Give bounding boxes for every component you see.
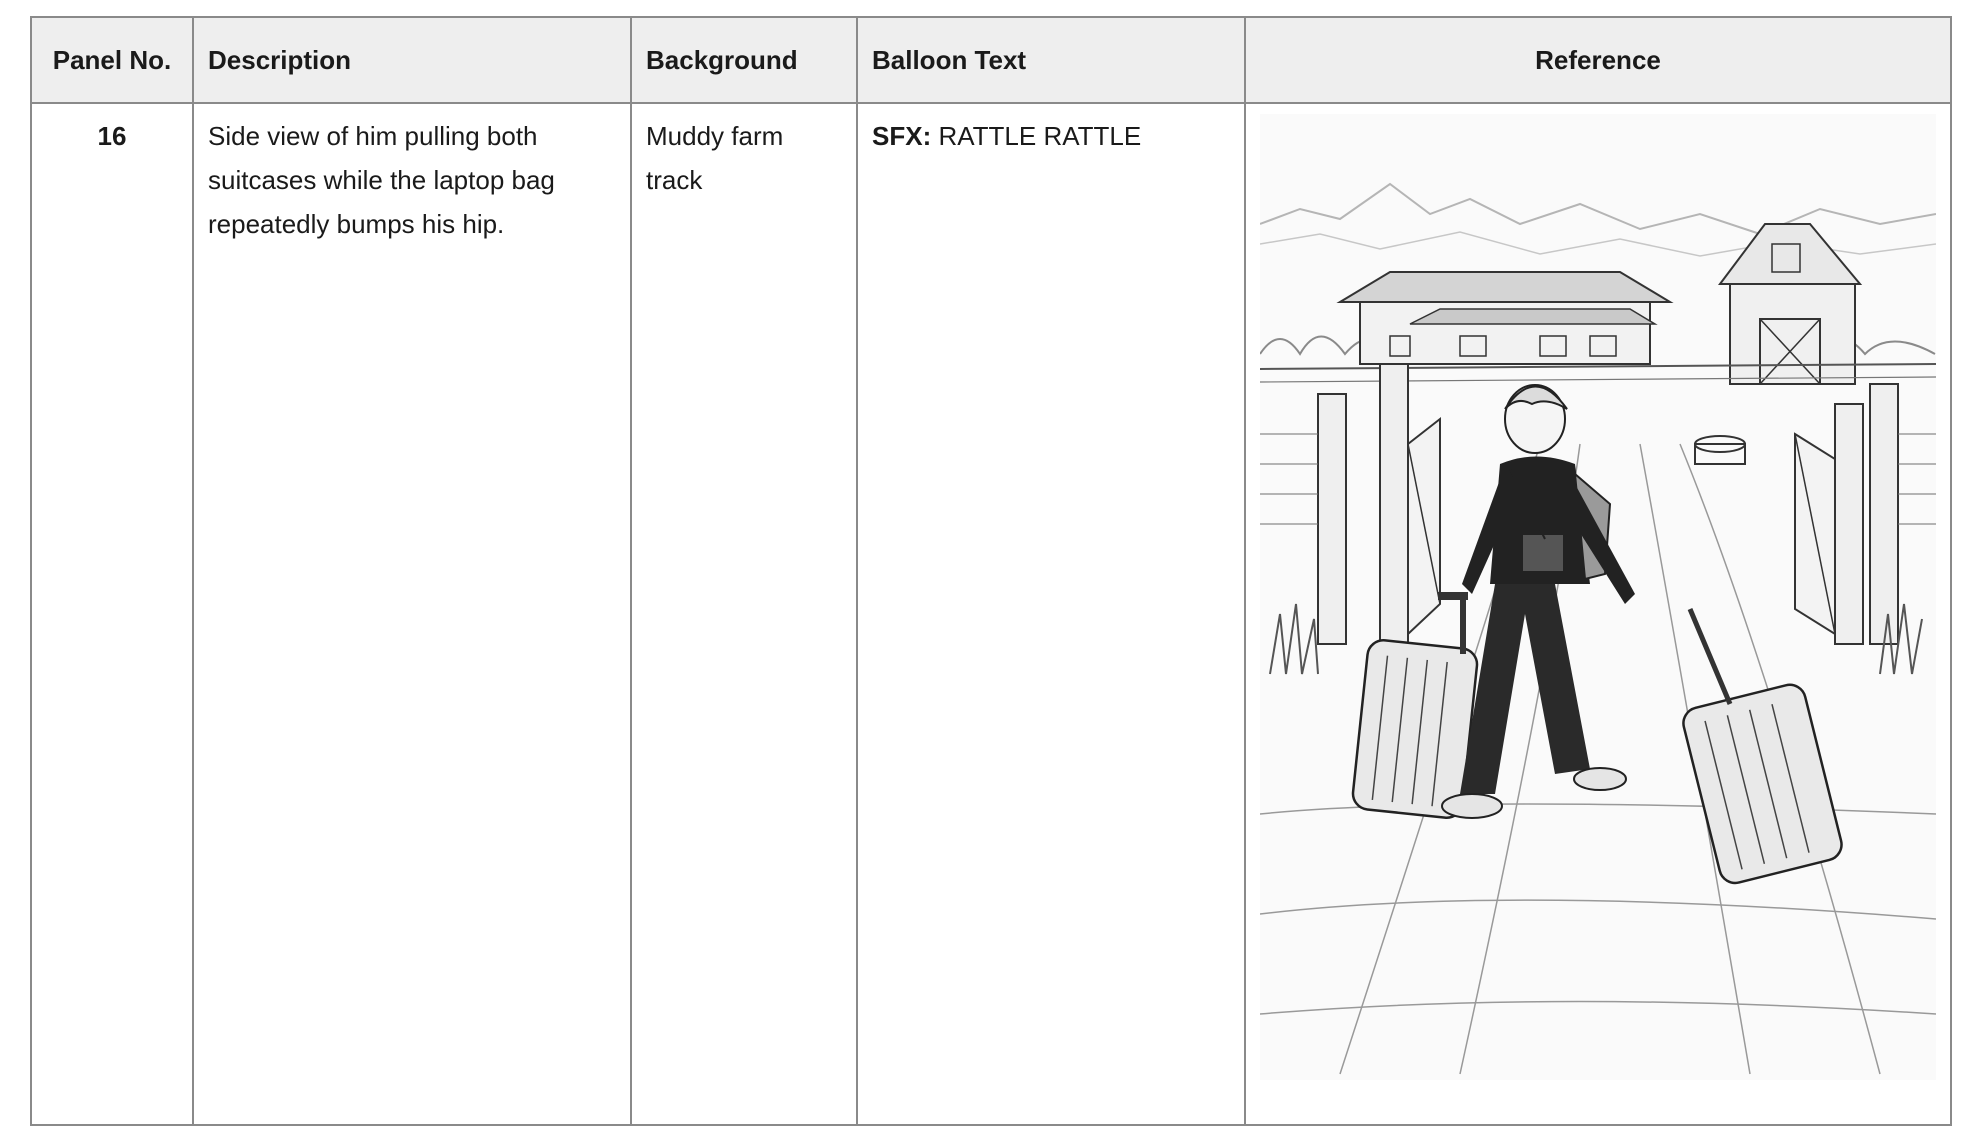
reference-illustration (1260, 114, 1936, 1080)
header-background: Background (631, 17, 857, 103)
script-sheet (30, 16, 1950, 1126)
storyboard-table (30, 16, 1952, 1126)
sfx-label: SFX: (872, 121, 932, 151)
header-description: Description (193, 17, 631, 103)
header-balloon-text: Balloon Text (857, 17, 1245, 103)
header-reference: Reference (1245, 17, 1951, 103)
reference-cell (1245, 103, 1951, 1125)
sfx-text: RATTLE RATTLE (938, 121, 1142, 151)
header-row (31, 17, 1951, 103)
panel-number-cell: 16 (31, 103, 193, 1125)
description-cell: Side view of him pulling both suitcases while the laptop bag repeatedly bumps his hip. (193, 103, 631, 1125)
header-panel-no: Panel No. (31, 17, 193, 103)
background-cell: Muddy farm track (631, 103, 857, 1125)
table-row (31, 103, 1951, 1125)
balloon-text-cell (857, 103, 1245, 1125)
